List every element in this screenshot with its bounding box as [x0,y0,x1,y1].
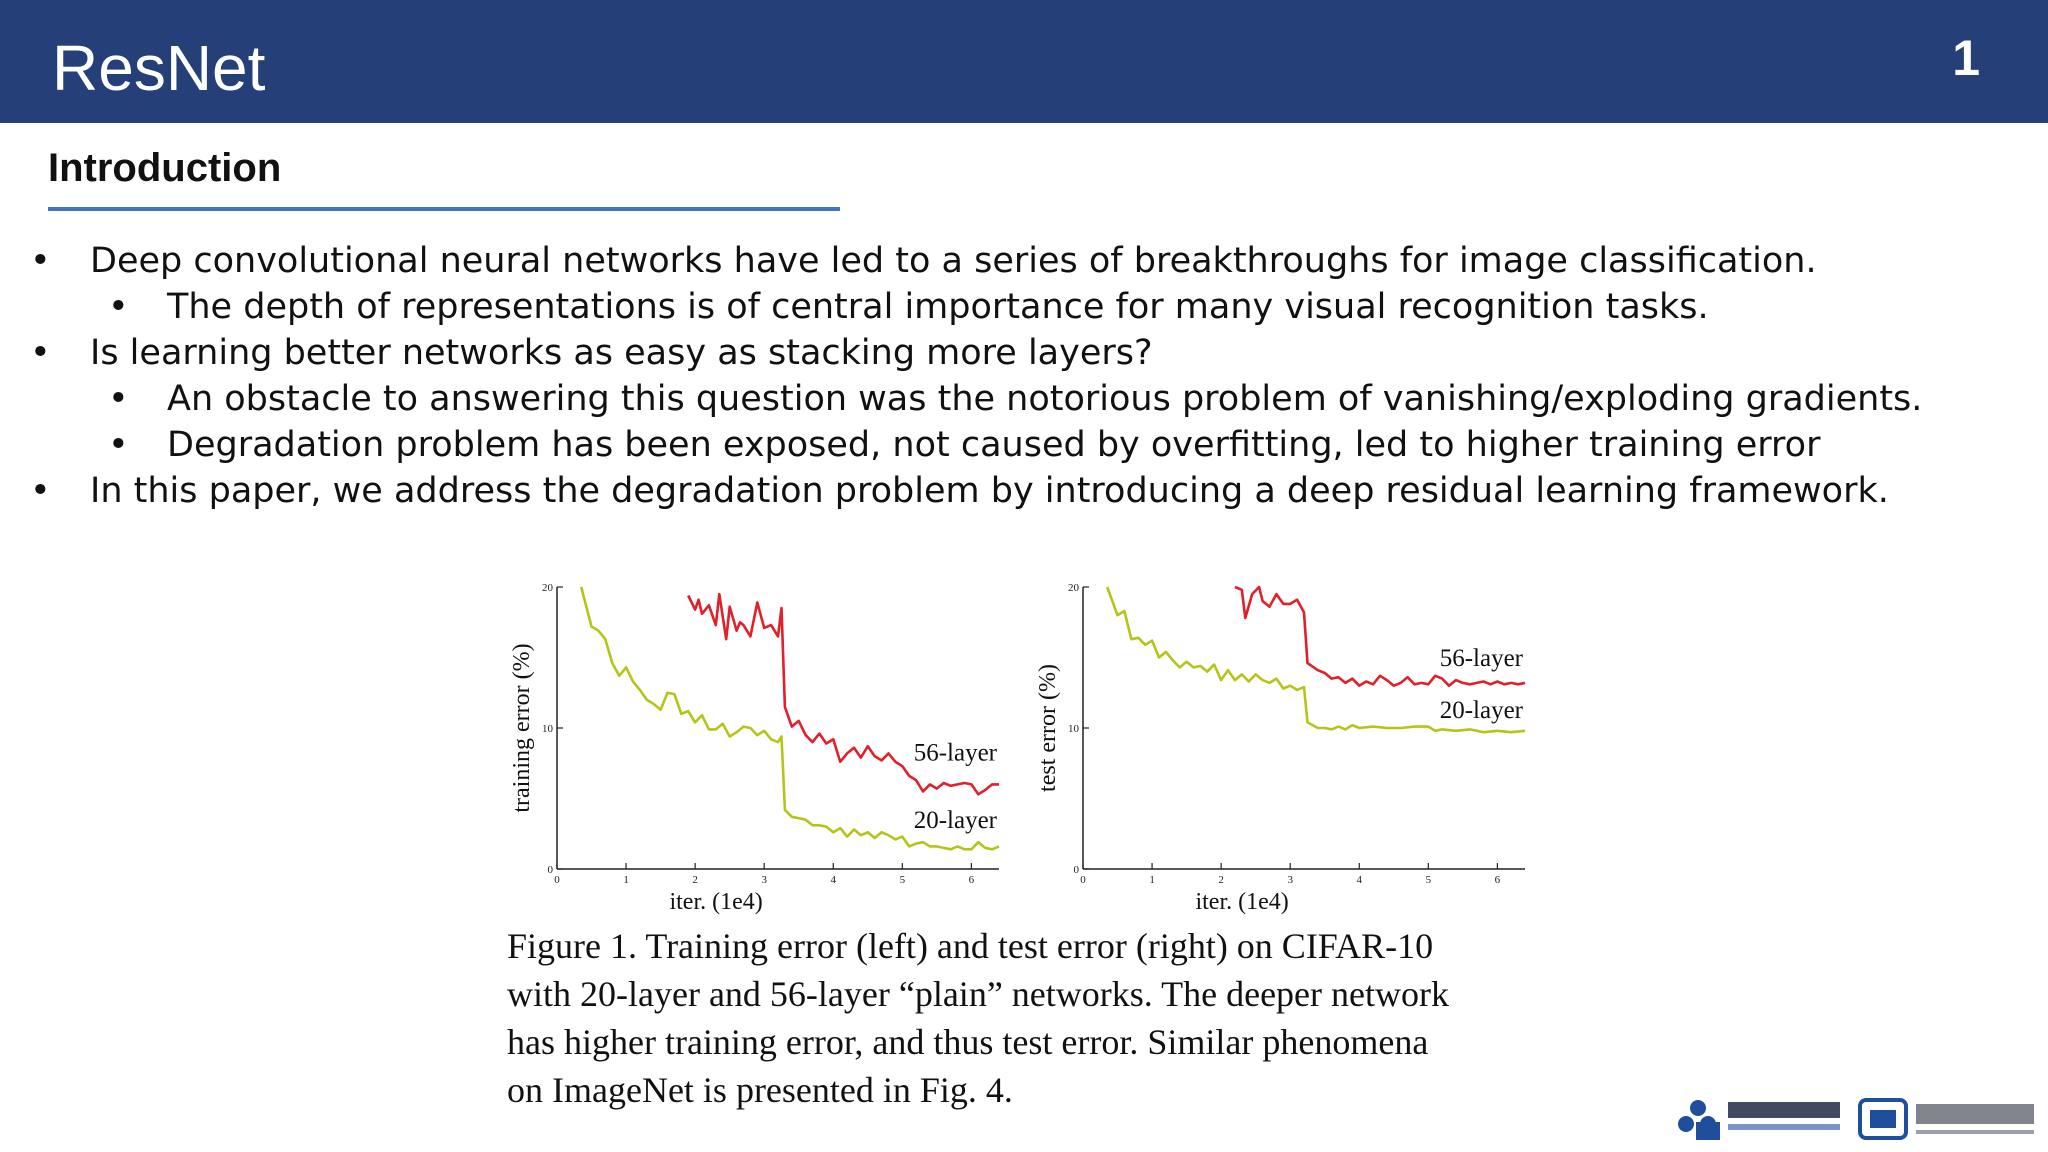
bullet-item [0,330,2000,376]
x-tick-label: 2 [1218,874,1224,886]
sub-bullet-item [0,284,2000,330]
series-label-56-layer: 56-layer [913,739,997,767]
x-tick-label: 0 [1080,874,1086,886]
bullet-marker: • [108,287,129,327]
x-axis-label: iter. (1e4) [1195,889,1289,915]
y-tick-label: 20 [542,582,553,594]
bullet-text: Degradation problem has been exposed, not caused by overfitting, led to higher training error [167,425,1821,465]
bullet-item [0,238,2000,284]
y-tick-label: 10 [1068,723,1079,735]
x-tick-label: 5 [1425,874,1432,886]
network-science-lab-logo [1678,1100,1840,1140]
section-underline [48,207,840,211]
y-tick-label: 10 [542,723,553,735]
caption-line: Figure 1. Training error (left) and test error (right) on CIFAR-10 [507,926,1434,966]
x-tick-label: 3 [761,874,767,886]
bullet-marker: • [30,241,51,281]
series-label-20-layer: 20-layer [913,807,997,835]
y-axis-label: training error (%) [509,643,535,813]
y-axis-label: test error (%) [1035,664,1061,792]
error-curves-figure [495,572,1555,922]
x-tick-label: 3 [1287,874,1293,886]
bullet-marker: • [30,333,51,373]
figure-1 [495,572,1555,1117]
bullet-text: The depth of representations is of central importance for many visual recognition tasks. [167,287,1709,327]
x-tick-label: 5 [899,874,906,886]
bullet-text: An obstacle to answering this question was the notorious problem of vanishing/exploding gradients. [167,379,1923,419]
bullet-marker: • [108,379,129,419]
bullet-item [0,468,2000,514]
x-tick-label: 6 [968,874,975,886]
page-number: 1 [1952,30,1980,86]
x-tick-label: 1 [623,874,629,886]
x-tick-label: 0 [554,874,560,886]
y-tick-label: 0 [547,864,553,876]
x-tick-label: 6 [1494,874,1501,886]
x-axis-label: iter. (1e4) [669,889,763,915]
bullet-list [0,238,2000,514]
bullet-text: Deep convolutional neural networks have led to a series of breakthroughs for image classification. [90,241,1817,281]
y-tick-label: 20 [1068,582,1079,594]
caption-line: with 20-layer and 56-layer “plain” networks. The deeper network [507,974,1449,1014]
sub-bullet-item [0,422,2000,468]
bullet-marker: • [30,471,51,511]
series-label-20-layer: 20-layer [1439,697,1523,725]
footer-logos [1672,1094,2042,1142]
bullet-text: Is learning better networks as easy as stacking more layers? [90,333,1153,373]
caption-line: has higher training error, and thus test error. Similar phenomena [507,1022,1429,1062]
x-tick-label: 2 [692,874,698,886]
catholic-university-logo [1860,1100,2034,1138]
slide-header [0,0,2048,123]
bullet-marker: • [108,425,129,465]
bullet-text: In this paper, we address the degradation problem by introducing a deep residual learning framework. [90,471,1889,511]
x-tick-label: 4 [830,874,836,886]
y-tick-label: 0 [1073,864,1079,876]
sub-bullet-item [0,376,2000,422]
x-tick-label: 4 [1356,874,1362,886]
section-title: Introduction [48,146,282,190]
series-label-56-layer: 56-layer [1439,644,1523,672]
caption-line: on ImageNet is presented in Fig. 4. [507,1070,1013,1110]
x-tick-label: 1 [1149,874,1155,886]
figure-caption [507,922,1547,1114]
slide-title: ResNet [52,32,266,104]
